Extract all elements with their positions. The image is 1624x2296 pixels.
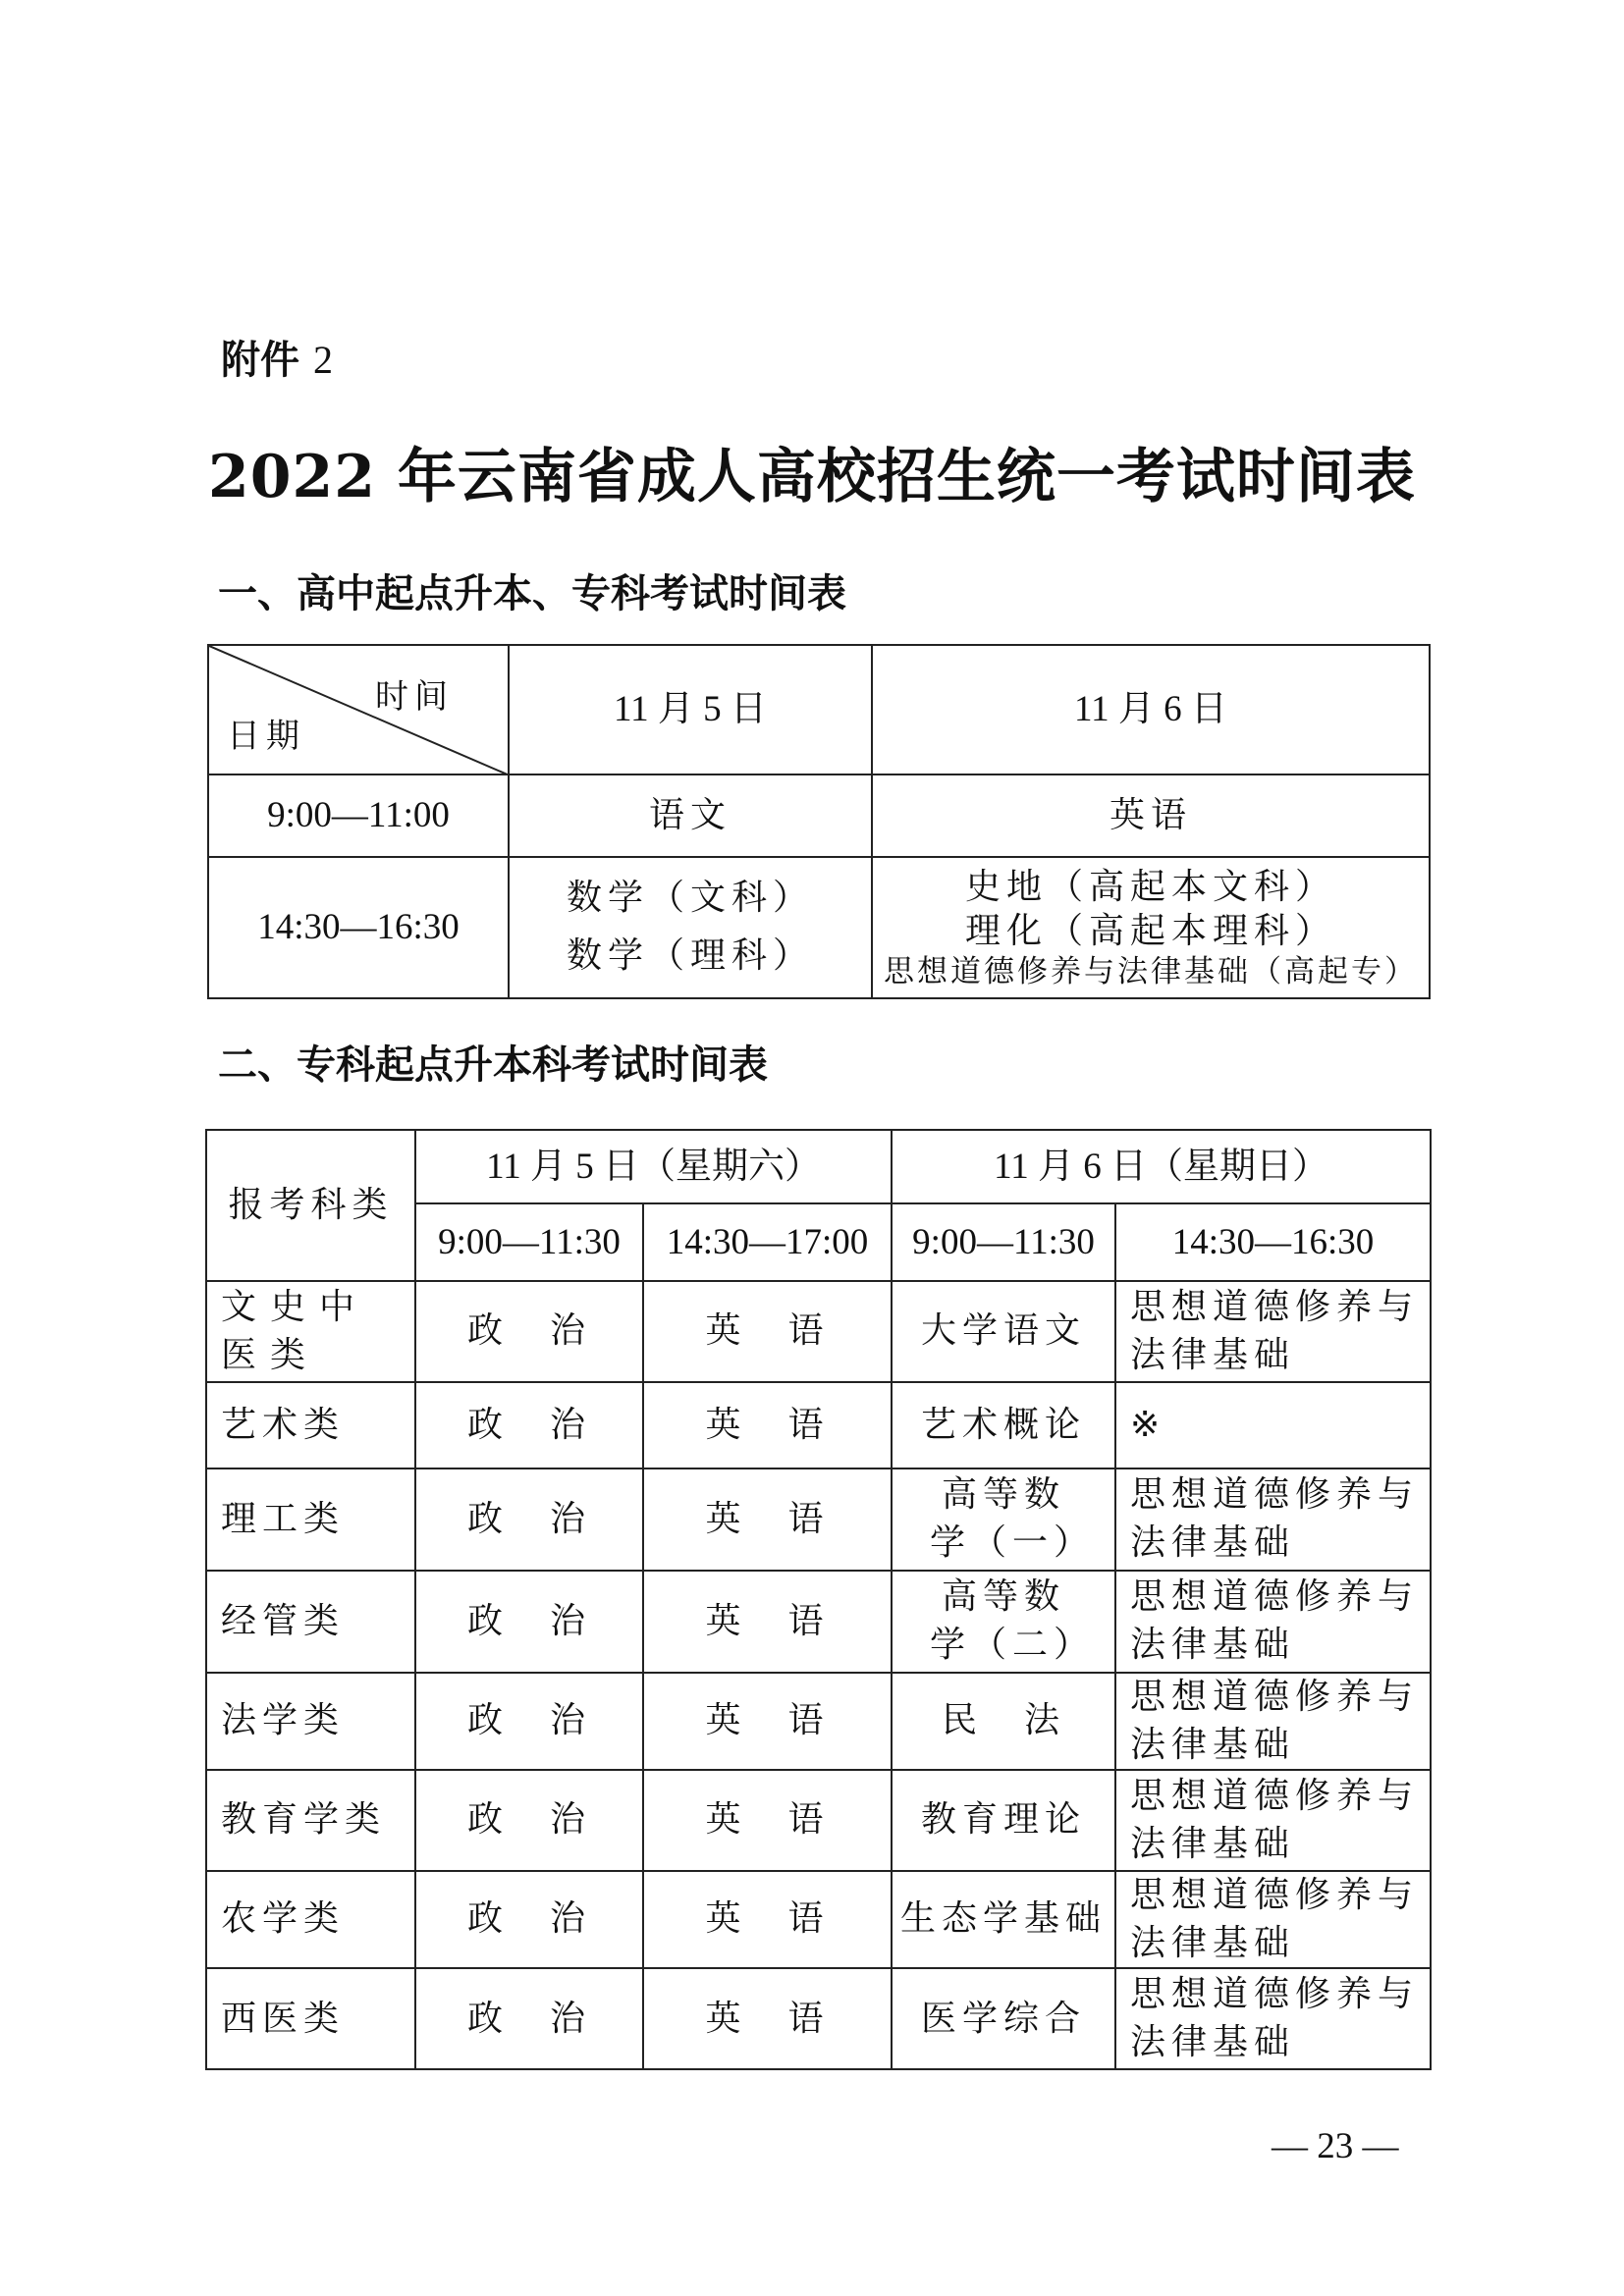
page-title: 2022 年云南省成人高校招生统一考试时间表	[208, 443, 1416, 511]
category-cell: 经管类	[206, 1571, 415, 1673]
subject-cell: 高等数学（二）	[892, 1571, 1115, 1673]
subject-cell: 思想道德修养与法律基础	[1115, 1673, 1431, 1770]
attachment-label: 附件 2	[221, 338, 333, 383]
time-cell: 14:30—16:30	[208, 857, 509, 998]
subject-cell: 语文	[509, 774, 872, 857]
subject-cell: 政 治	[415, 1468, 643, 1571]
category-cell: 西医类	[206, 1968, 415, 2069]
corner-header-cell	[208, 645, 509, 774]
time-header: 9:00—11:30	[415, 1203, 643, 1281]
subject-cell: 英 语	[643, 1968, 892, 2069]
schedule-table-2	[205, 1129, 1432, 2070]
page-number: — 23 —	[1272, 2126, 1399, 2166]
subject-line: 数学（理科）	[566, 935, 814, 976]
table-row	[206, 1382, 1431, 1468]
subject-cell: 高等数学（一）	[892, 1468, 1115, 1571]
subject-cell: 英 语	[643, 1871, 892, 1968]
subject-cell: 思想道德修养与法律基础	[1115, 1468, 1431, 1571]
category-header: 报考科类	[206, 1130, 415, 1281]
subject-cell: 思想道德修养与法律基础	[1115, 1770, 1431, 1871]
subject-cell: 思想道德修养与法律基础	[1115, 1571, 1431, 1673]
category-cell: 农学类	[206, 1871, 415, 1968]
category-cell: 艺术类	[206, 1382, 415, 1468]
subject-cell: 民 法	[892, 1673, 1115, 1770]
table-row	[206, 1968, 1431, 2069]
subject-cell: 英 语	[643, 1382, 892, 1468]
subject-line: 思想道德修养与法律基础（高起专）	[884, 953, 1418, 989]
category-cell: 教育学类	[206, 1770, 415, 1871]
table-row	[206, 1770, 1431, 1871]
corner-bottom-label: 日期	[227, 717, 305, 756]
subject-cell	[872, 857, 1430, 998]
time-header: 9:00—11:30	[892, 1203, 1115, 1281]
table-row	[206, 1571, 1431, 1673]
subject-cell: 思想道德修养与法律基础	[1115, 1281, 1431, 1382]
time-header: 14:30—16:30	[1115, 1203, 1431, 1281]
subject-cell: 英 语	[643, 1571, 892, 1673]
day2-header: 11 月 6 日	[872, 645, 1430, 774]
subject-cell: 英 语	[643, 1770, 892, 1871]
category-cell: 法学类	[206, 1673, 415, 1770]
subject-cell: 政 治	[415, 1673, 643, 1770]
table-row	[206, 1468, 1431, 1571]
day2-header: 11 月 6 日（星期日）	[892, 1130, 1431, 1203]
subject-line: 数学（文科）	[566, 878, 814, 919]
subject-cell: 医学综合	[892, 1968, 1115, 2069]
day1-header: 11 月 5 日（星期六）	[415, 1130, 892, 1203]
subject-cell: 大学语文	[892, 1281, 1115, 1382]
subject-cell: 生态学基础	[892, 1871, 1115, 1968]
section2-heading: 二、专科起点升本科考试时间表	[218, 1042, 768, 1088]
subject-cell: ※	[1115, 1382, 1431, 1468]
time-cell: 9:00—11:00	[208, 774, 509, 857]
corner-top-label: 时间	[375, 677, 454, 717]
table-row	[206, 1871, 1431, 1968]
category-cell: 文史中医类	[206, 1281, 415, 1382]
subject-cell: 教育理论	[892, 1770, 1115, 1871]
subject-cell: 思想道德修养与法律基础	[1115, 1968, 1431, 2069]
subject-cell: 政 治	[415, 1281, 643, 1382]
subject-cell: 英 语	[643, 1468, 892, 1571]
table-row	[206, 1673, 1431, 1770]
subject-cell: 艺术概论	[892, 1382, 1115, 1468]
subject-cell: 英 语	[643, 1673, 892, 1770]
subject-cell: 政 治	[415, 1871, 643, 1968]
subject-cell	[509, 857, 872, 998]
day1-header: 11 月 5 日	[509, 645, 872, 774]
subject-cell: 政 治	[415, 1770, 643, 1871]
subject-cell: 政 治	[415, 1382, 643, 1468]
subject-cell: 政 治	[415, 1571, 643, 1673]
section1-heading: 一、高中起点升本、专科考试时间表	[218, 571, 846, 616]
subject-cell: 政 治	[415, 1968, 643, 2069]
subject-cell: 思想道德修养与法律基础	[1115, 1871, 1431, 1968]
subject-line: 史地（高起本文科）	[964, 866, 1336, 907]
subject-cell: 英语	[872, 774, 1430, 857]
category-cell: 理工类	[206, 1468, 415, 1571]
subject-line: 理化（高起本理科）	[964, 910, 1336, 951]
schedule-table-1	[207, 644, 1431, 999]
time-header: 14:30—17:00	[643, 1203, 892, 1281]
table-row	[206, 1281, 1431, 1382]
subject-cell: 英 语	[643, 1281, 892, 1382]
